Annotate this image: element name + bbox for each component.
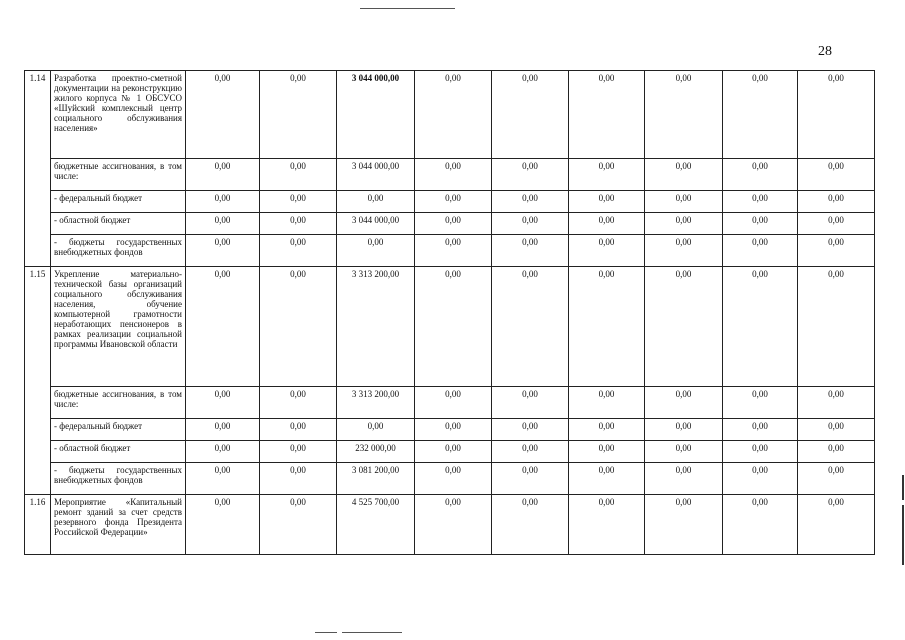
row-index: 1.14: [25, 71, 51, 267]
table-row-1-14: [25, 71, 875, 159]
row-label: - бюджеты государственных внебюджетных фондов: [51, 235, 186, 267]
value-cell: 0,00: [415, 463, 492, 495]
table-row: [25, 441, 875, 463]
value-cell: 0,00: [569, 159, 645, 191]
value-cell: 0,00: [645, 387, 723, 419]
value-cell: 0,00: [798, 213, 875, 235]
value-cell: 0,00: [260, 191, 337, 213]
value-cell: 0,00: [492, 441, 569, 463]
value-cell: 0,00: [415, 235, 492, 267]
value-cell: 0,00: [415, 441, 492, 463]
value-cell: 0,00: [645, 463, 723, 495]
value-cell: 0,00: [492, 191, 569, 213]
value-cell: 232 000,00: [337, 441, 415, 463]
value-cell: 0,00: [645, 441, 723, 463]
value-cell: 0,00: [260, 213, 337, 235]
value-cell: 0,00: [569, 495, 645, 555]
value-cell: 0,00: [723, 213, 798, 235]
value-cell: 0,00: [723, 463, 798, 495]
row-label: Разработка проектно-сметной документации на реконструкцию жилого корпуса № 1 ОБСУСО «Шуйский комплексный центр социального обслуживания населения»: [51, 71, 186, 159]
value-cell: 0,00: [186, 235, 260, 267]
value-cell: 0,00: [798, 441, 875, 463]
value-cell: 0,00: [798, 495, 875, 555]
value-cell: 0,00: [186, 159, 260, 191]
value-cell: 0,00: [186, 441, 260, 463]
value-cell: 0,00: [492, 213, 569, 235]
value-cell: 0,00: [492, 419, 569, 441]
value-cell: 0,00: [415, 387, 492, 419]
value-cell: 0,00: [798, 71, 875, 159]
value-cell: 0,00: [798, 463, 875, 495]
value-cell: 0,00: [645, 495, 723, 555]
value-cell: 0,00: [645, 235, 723, 267]
value-cell: 0,00: [260, 267, 337, 387]
value-cell: 0,00: [186, 267, 260, 387]
value-cell: 4 525 700,00: [337, 495, 415, 555]
table-row: [25, 191, 875, 213]
value-cell: 0,00: [798, 267, 875, 387]
row-label: - бюджеты государственных внебюджетных фондов: [51, 463, 186, 495]
value-cell: 0,00: [645, 213, 723, 235]
value-cell: 0,00: [186, 387, 260, 419]
value-cell: 0,00: [723, 441, 798, 463]
value-cell: 0,00: [798, 191, 875, 213]
value-cell: 0,00: [723, 159, 798, 191]
row-label: - федеральный бюджет: [51, 191, 186, 213]
table-row-1-16: [25, 495, 875, 555]
row-label: Укрепление материально-технической базы организаций социального обслуживания населения, обучение компьютерной грамотности неработающих пенсионеров в рамках реализации социальной программы Ивановской области: [51, 267, 186, 387]
value-cell: 0,00: [260, 387, 337, 419]
scan-artifact-line: [315, 632, 337, 633]
value-cell: 0,00: [569, 71, 645, 159]
value-cell: 0,00: [723, 235, 798, 267]
value-cell: 0,00: [645, 191, 723, 213]
value-cell: 0,00: [337, 419, 415, 441]
value-cell: 3 044 000,00: [337, 213, 415, 235]
value-cell: 0,00: [492, 267, 569, 387]
value-cell: 0,00: [415, 419, 492, 441]
budget-table: [24, 70, 875, 555]
value-cell: 0,00: [723, 495, 798, 555]
value-cell: 0,00: [569, 191, 645, 213]
value-cell: 0,00: [645, 71, 723, 159]
value-cell: 0,00: [260, 235, 337, 267]
value-cell: 0,00: [569, 419, 645, 441]
value-cell: 0,00: [723, 71, 798, 159]
table-row: [25, 463, 875, 495]
row-index: 1.15: [25, 267, 51, 495]
value-cell: 0,00: [260, 419, 337, 441]
row-index: 1.16: [25, 495, 51, 555]
value-cell: 3 313 200,00: [337, 387, 415, 419]
table-row-1-15: [25, 267, 875, 387]
scan-artifact-line: [360, 8, 455, 9]
value-cell: 0,00: [569, 441, 645, 463]
value-cell: 0,00: [723, 387, 798, 419]
value-cell: 0,00: [492, 71, 569, 159]
value-cell: 0,00: [337, 235, 415, 267]
value-cell: 0,00: [492, 463, 569, 495]
value-cell: 0,00: [260, 441, 337, 463]
value-cell: 0,00: [415, 267, 492, 387]
scan-edge-mark: [902, 475, 904, 500]
row-label: Мероприятие «Капитальный ремонт зданий за счет средств резервного фонда Президента Российской Федерации»: [51, 495, 186, 555]
value-cell: 0,00: [186, 463, 260, 495]
value-cell: 0,00: [415, 191, 492, 213]
value-cell: 0,00: [569, 387, 645, 419]
table-row: [25, 213, 875, 235]
value-cell: 0,00: [492, 387, 569, 419]
value-cell: 0,00: [186, 213, 260, 235]
row-label: бюджетные ассигнования, в том числе:: [51, 387, 186, 419]
table-row: [25, 419, 875, 441]
value-cell: 0,00: [798, 387, 875, 419]
value-cell: 0,00: [569, 267, 645, 387]
table-row: [25, 235, 875, 267]
value-cell: 0,00: [260, 159, 337, 191]
value-cell: 0,00: [186, 495, 260, 555]
value-cell: 0,00: [260, 495, 337, 555]
value-cell: 0,00: [645, 419, 723, 441]
table-row: [25, 159, 875, 191]
value-cell: 0,00: [260, 463, 337, 495]
value-cell: 0,00: [569, 463, 645, 495]
value-cell: 0,00: [798, 235, 875, 267]
value-cell: 0,00: [415, 495, 492, 555]
row-label: бюджетные ассигнования, в том числе:: [51, 159, 186, 191]
value-cell: 3 313 200,00: [337, 267, 415, 387]
value-cell: 0,00: [569, 235, 645, 267]
table-row: [25, 387, 875, 419]
value-cell: 0,00: [798, 419, 875, 441]
value-cell: 3 044 000,00: [337, 159, 415, 191]
value-cell: 0,00: [415, 71, 492, 159]
value-cell: 0,00: [415, 213, 492, 235]
scan-artifact-line: [342, 632, 402, 633]
value-cell: 0,00: [723, 267, 798, 387]
value-cell: 0,00: [645, 267, 723, 387]
scan-edge-mark: [902, 505, 904, 565]
value-cell: 0,00: [186, 71, 260, 159]
value-cell: 0,00: [492, 159, 569, 191]
row-label: - областной бюджет: [51, 441, 186, 463]
row-label: - федеральный бюджет: [51, 419, 186, 441]
value-cell: 0,00: [723, 191, 798, 213]
value-cell: 0,00: [415, 159, 492, 191]
value-cell: 0,00: [186, 191, 260, 213]
value-cell: 0,00: [492, 235, 569, 267]
value-cell: 0,00: [645, 159, 723, 191]
value-cell: 3 044 000,00: [337, 71, 415, 159]
value-cell: 0,00: [492, 495, 569, 555]
value-cell: 0,00: [798, 159, 875, 191]
value-cell: 0,00: [569, 213, 645, 235]
row-label: - областной бюджет: [51, 213, 186, 235]
value-cell: 3 081 200,00: [337, 463, 415, 495]
value-cell: 0,00: [723, 419, 798, 441]
value-cell: 0,00: [186, 419, 260, 441]
value-cell: 0,00: [337, 191, 415, 213]
value-cell: 0,00: [260, 71, 337, 159]
page-number: 28: [818, 44, 832, 59]
